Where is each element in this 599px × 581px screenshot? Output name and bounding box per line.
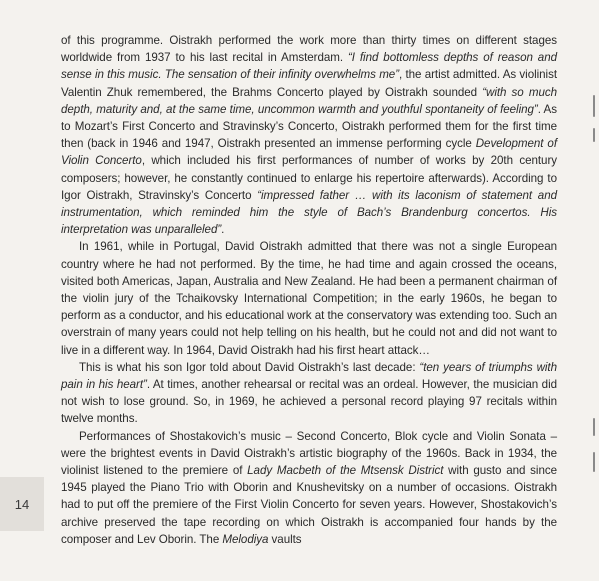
text-run: . As to Mozart’s First Concerto and Stravinsky’s Concerto, Oistrakh performed them for the first time then (back in 1946 and 1947, Oistrakh presented an immense performing cycle [61, 102, 557, 151]
edge-mark-upper [593, 128, 595, 142]
italic-text: “impressed father … with its laconism of statement and instrumentation, which reminded him the style of Bach’s Brandenburg concertos. His interpretation was unparalleled” [61, 188, 557, 237]
paragraph [61, 32, 557, 238]
text-run: Performances of Shostakovich’s music – Second Concerto, Blok cycle and Violin Sonata – were the brightest events in David Oistrakh’s artistic biography of the 1960s. Back in 1934, the violinist listened to the premiere of [61, 429, 557, 478]
text-run: vaults [268, 532, 302, 546]
paragraph [61, 359, 557, 428]
text-run: . [221, 223, 225, 237]
paragraph [61, 428, 557, 548]
edge-mark-top [593, 95, 595, 117]
text-run: of this programme. Oistrakh performed the work more than thirty times on different stages worldwide from 1937 to his last recital in Amsterdam. [61, 34, 557, 65]
italic-text: “I find bottomless depths of reason and sense in this music. The sensation of their infinity overwhelms me” [61, 51, 557, 82]
text-run: , the artist admitted. As violinist Valentin Zhuk remembered, the Brahms Concerto played by Oistrakh sounded [61, 68, 557, 99]
italic-text: “with so much depth, maturity and, at the same time, uncommon warmth and youthful spontaneity of feeling” [61, 85, 557, 116]
text-run: In 1961, while in Portugal, David Oistrakh admitted that there was not a single European country where he had not performed. By the time, he had time and again crossed the oceans, visited both Americas, Japan, Australia and New Zealand. He had been a permanent chairman of the violin jury of the Tchaikovsky International Competition; in the early 1960s, he began to perform as a conductor, and his educational work at the conservatory was extending too. Such an overstrain of many years could not help telling on his health, but he could not and did not want to live in a different way. In 1964, David Oistrakh had his first heart attack… [61, 240, 557, 357]
body-text [61, 32, 557, 548]
page-number [0, 477, 44, 531]
italic-text: Development of Violin Concerto [61, 137, 557, 168]
text-run: This is what his son Igor told about David Oistrakh’s last decade: [79, 360, 420, 374]
paragraph [61, 238, 557, 358]
text-run: . At times, another rehearsal or recital was an ordeal. However, the musician did not wish to lose ground. So, in 1969, he achieved a personal record playing 97 recitals within twelve months. [61, 378, 557, 426]
edge-mark-lower [593, 418, 595, 436]
edge-mark-bottom [593, 452, 595, 472]
text-run: , which included his first performances of number of works by 20th century composers; however, he constantly continued to enlarge his repertoire afterwards). According to Igor Oistrakh, Stravinsky’s Concerto [61, 154, 557, 202]
italic-text: “ten years of triumphs with pain in his heart” [61, 360, 557, 392]
text-run: with gusto and since 1945 played the Piano Trio with Oborin and Knushevitsky on a number of occasions. Oistrakh had to put off the premiere of the First Violin Concerto for seven years. However, Shostakovich’s archive preserved the tape recording on which Oistrakh is accompanied four hands by the composer and Lev Oborin. The [61, 464, 557, 546]
italic-text: Melodiya [222, 532, 269, 546]
italic-text: Lady Macbeth of the Mtsensk District [247, 464, 444, 478]
page-number-label: 14 [14, 496, 30, 512]
